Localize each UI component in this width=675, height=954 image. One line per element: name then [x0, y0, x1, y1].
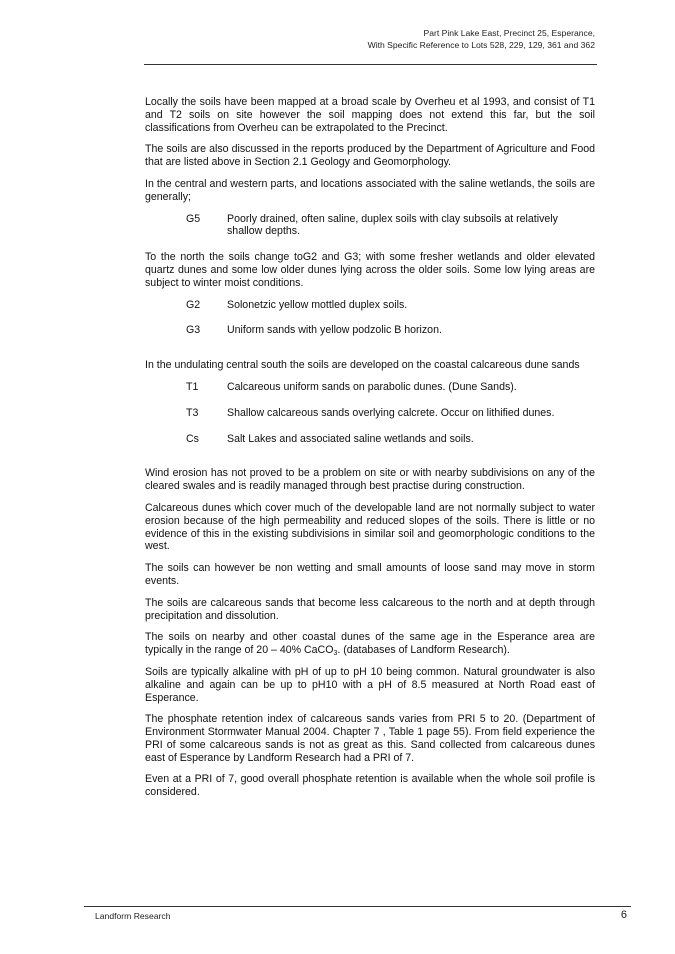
soil-code: Cs — [186, 432, 199, 445]
paragraph: To the north the soils change toG2 and G3; with some fresher wetlands and older elevated quartz dunes and some low older dunes lying across the older soils. Some low lying areas are subject to winter moist conditions. — [145, 251, 595, 289]
footer-company: Landform Research — [95, 911, 171, 921]
paragraph: The soils are also discussed in the reports produced by the Department of Agriculture and Food that are listed above in Section 2.1 Geology and Geomorphology. — [145, 143, 595, 169]
paragraph — [145, 631, 595, 657]
paragraph: Locally the soils have been mapped at a broad scale by Overheu et al 1993, and consist of T1 and T2 soils on site however the soil mapping does not extend this far, but the soil classifications from Overheu can be extrapolated to the Precinct. — [145, 96, 595, 134]
soil-description: Poorly drained, often saline, duplex soils with clay subsoils at relatively shallow depths. — [227, 212, 558, 238]
soil-definition-t1 — [145, 381, 595, 394]
soil-description: Calcareous uniform sands on parabolic dunes. (Dune Sands). — [227, 380, 517, 393]
soil-description: Shallow calcareous sands overlying calcrete. Occur on lithified dunes. — [227, 406, 555, 419]
page-number: 6 — [620, 909, 627, 921]
header-line-1: Part Pink Lake East, Precinct 25, Esperance, — [423, 28, 595, 38]
footer-rule — [84, 906, 631, 907]
soil-code: G3 — [186, 324, 201, 337]
subscript: 3 — [333, 650, 338, 658]
soil-description: Uniform sands with yellow podzolic B horizon. — [227, 324, 442, 337]
page-header — [368, 28, 595, 51]
soil-code: G2 — [186, 298, 201, 311]
paragraph: Even at a PRI of 7, good overall phosphate retention is available when the whole soil profile is considered. — [145, 773, 595, 799]
paragraph: In the central and western parts, and locations associated with the saline wetlands, the soils are generally; — [145, 177, 595, 203]
soil-definition-g2 — [145, 299, 595, 312]
document-body — [145, 96, 595, 808]
paragraph: Calcareous dunes which cover much of the developable land are not normally subject to water erosion because of the high permeability and reduced slopes of the soils. There is little or no evidence of this in the existing subdivisions in similar soil and geomorphologic conditions to the west. — [145, 501, 595, 553]
paragraph: The soils can however be non wetting and small amounts of loose sand may move in storm events. — [145, 562, 595, 587]
header-line-2: With Specific Reference to Lots 528, 229, 129, 361 and 362 — [367, 39, 595, 50]
paragraph: In the undulating central south the soils are developed on the coastal calcareous dune sands — [145, 359, 580, 372]
paragraph-text: . (databases of Landform Research). — [337, 644, 510, 657]
paragraph: Soils are typically alkaline with pH of up to pH 10 being common. Natural groundwater is also alkaline and again can be up to pH10 with a pH of 8.5 measured at North Road east of Esperance. — [145, 665, 595, 704]
soil-description: Salt Lakes and associated saline wetlands and soils. — [227, 432, 474, 445]
soil-definition-cs — [145, 433, 595, 446]
paragraph-text: The soils on nearby and other coastal dunes of the same age in the Esperance area are typically in the range of 20 – 40% CaCO — [145, 631, 595, 657]
paragraph: The phosphate retention index of calcareous sands varies from PRI 5 to 20. (Department of Environment Stormwater Manual 2004. Chapter 7 , Table 1 page 55). From field experience the PRI of some calcareous sands is not as great as this. Sand collected from calcareous dunes east of Esperance by Landform Research had a PRI of 7. — [145, 713, 595, 764]
soil-definition-g5 — [145, 213, 595, 239]
soil-definition-g3 — [145, 324, 595, 337]
soil-definition-t3 — [145, 407, 595, 420]
soil-code: G5 — [186, 212, 201, 225]
soil-code: T3 — [186, 406, 199, 419]
paragraph: Wind erosion has not proved to be a problem on site or with nearby subdivisions on any of the cleared swales and is readily managed through best practise during construction. — [145, 467, 595, 493]
soil-code: T1 — [186, 380, 199, 393]
paragraph: The soils are calcareous sands that become less calcareous to the north and at depth through precipitation and dissolution. — [145, 596, 595, 622]
soil-description: Solonetzic yellow mottled duplex soils. — [227, 298, 408, 311]
header-rule — [144, 64, 597, 65]
